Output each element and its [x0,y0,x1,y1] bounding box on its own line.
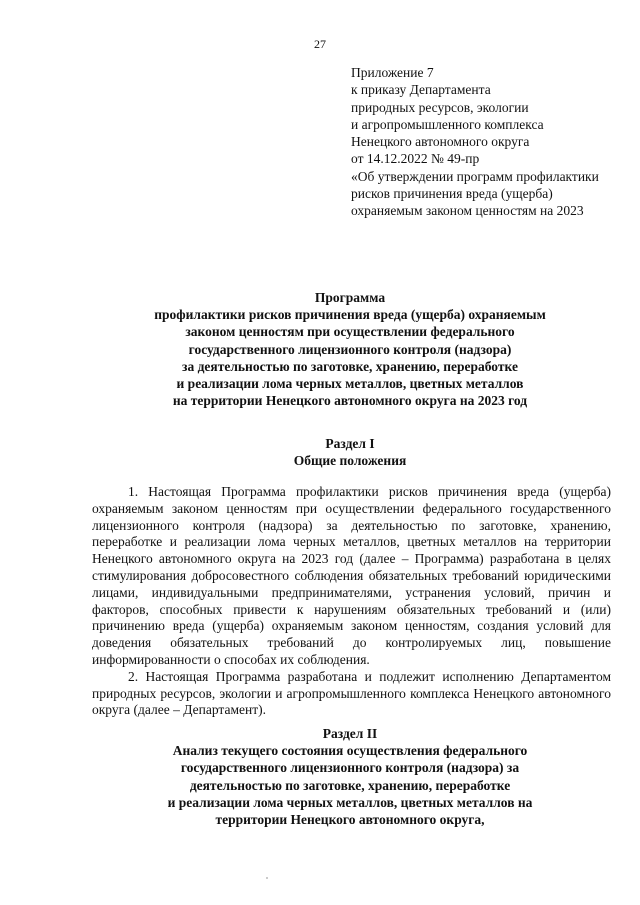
program-title-line: и реализации лома черных металлов, цветных металлов [176,376,524,392]
program-title-line: на территории Ненецкого автономного округа на 2023 год [172,393,528,409]
section-1-body [92,484,611,719]
appendix-line: Приложение 7 [351,65,434,80]
appendix-line: от 14.12.2022 № 49-пр [351,151,480,167]
page-number: 27 [314,37,326,51]
program-title-line: за деятельностью по заготовке, хранению, переработке [182,358,518,374]
program-title-line: Программа [314,290,386,305]
program-title-line: законом ценностям при осуществлении федерального [185,324,515,340]
appendix-line: и агропромышленного комплекса [351,116,544,132]
section-2-label: Раздел II [322,726,378,741]
section-2-title-line: деятельностью по заготовке, хранению, переработке [189,777,511,793]
program-title [60,289,640,409]
appendix-line: к приказу Департамента [351,82,491,98]
paragraph-2: 2. Настоящая Программа разработана и подлежит исполнению Департаментом природных ресурсов, экологии и агропромышленного комплекса Ненецкого автономного округа (далее – Департамент). [92,668,611,718]
appendix-line: «Об утверждении программ профилактики [351,168,599,184]
program-title-line: профилактики рисков причинения вреда (ущерба) охраняемым [154,307,546,323]
appendix-line: рисков причинения вреда (ущерба) [351,186,553,202]
program-title-line: государственного лицензионного контроля (надзора) [188,341,512,357]
section-1-heading [60,435,640,469]
section-2-title-line: государственного лицензионного контроля (надзора) за [180,760,520,776]
section-1-title: Общие положения [293,453,407,469]
section-2-title-line: территории Ненецкого автономного округа, [215,812,485,828]
appendix-line: Ненецкого автономного округа [351,134,530,150]
appendix-line: охраняемым законом ценностям на 2023 [351,203,584,219]
section-2-title-line: и реализации лома черных металлов, цветных металлов на [167,794,533,810]
section-2-title-line: Анализ текущего состояния осуществления федерального [172,743,528,759]
scan-speck [266,877,268,879]
section-2-heading [60,725,640,828]
appendix-line: природных ресурсов, экологии [351,99,529,115]
paragraph-1: 1. Настоящая Программа профилактики рисков причинения вреда (ущерба) охраняемым законом ценностям при осуществлении федерального государственного лицензионного контроля (надзора) за деятельностью по заготовке, хранению, переработке и реализации лома черных металлов, цветных металлов на территории Ненецкого автономного округа на 2023 год (далее – Программа) разработана в целях стимулирования добросовестного соблюдения обязательных требований юридическими лицами, индивидуальными предпринимателями, устранения условий, причин и факторов, способных привести к нарушениям обязательных требований и (или) причинению вреда (ущерба) охраняемым законом ценностям, создания условий для доведения обязательных требований до контролируемых лиц, повышение информированности о способах их соблюдения. [92,484,611,667]
appendix-block [351,64,631,220]
section-1-label: Раздел I [325,436,375,451]
